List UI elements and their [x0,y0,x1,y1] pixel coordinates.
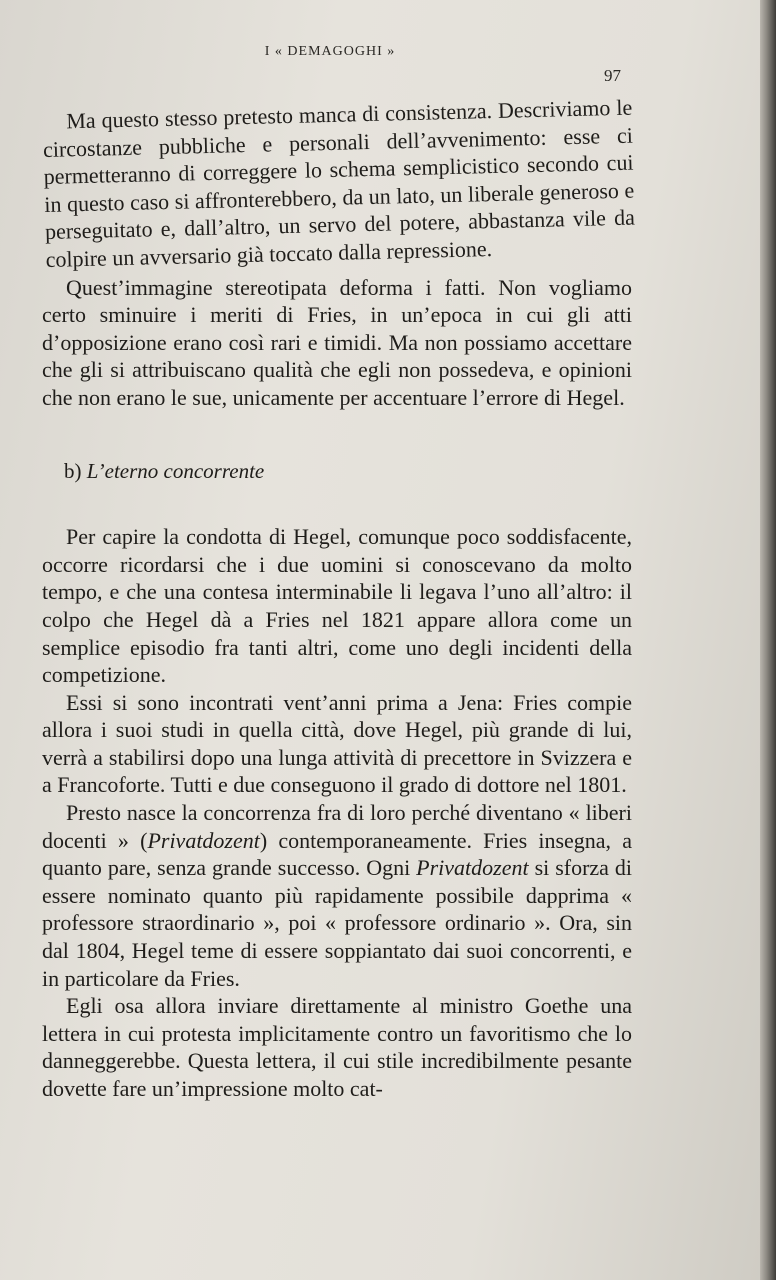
paragraph-5 [42,799,632,992]
running-head: I « DEMAGOGHI » [264,44,396,59]
paragraph-5-italic-1: Privatdozent [147,827,260,853]
section-letter: b) [64,458,82,483]
page-number: 97 [604,66,621,85]
body-text [42,94,636,1103]
page-edge [760,0,776,1280]
paragraph-1: Ma questo stesso pretesto manca di consistenza. Descriviamo le circostanze pubbliche e personali dell’avvenimento: esse ci permetteranno di correggere lo schema semplicistico secondo cui in questo caso si affronterebbero, da un lato, un liberale generoso e perseguitato e, dall’altro, un servo del potere, abbastanza vile da colpire un avversario già toccato dalla repressione. [42,94,636,272]
paragraph-5-part-a: Presto nasce la concorrenza fra di loro perché diventano « liberi docenti » ( [42,800,632,853]
paragraph-5-part-b: ) contemporaneamente. Fries insegna, a quanto pare, senza grande successo. Ogni [42,827,632,881]
paragraph-3: Per capire la condotta di Hegel, comunque poco soddisfacente, occorre ricordarsi che i due uomini si conoscevano da molto tempo, e che una contesa interminabile li legava l’uno all’altro: il colpo che Hegel dà a Fries nel 1821 appare allora come un semplice episodio fra tanti altri, come uno degli incidenti della competizione. [42,524,632,688]
paragraph-6: Egli osa allora inviare direttamente al ministro Goethe una lettera in cui protesta implicitamente contro un favoritismo che lo danneggerebbe. Questa lettera, il cui stile incredibilmente pesante dovette fare un’impressione molto cat- [42,993,632,1101]
section-title: L’eterno concorrente [86,458,265,483]
paragraph-2: Quest’immagine stereotipata deforma i fatti. Non vogliamo certo sminuire i meriti di Fries, in un’epoca in cui gli atti d’opposizione erano così rari e timidi. Ma non possiamo accettare che gli si attribuiscano qualità che egli non possedeva, e opinioni che non erano le sue, unicamente per accentuare l’errore di Hegel. [42,274,632,410]
paragraph-5-part-c: si sforza di essere nominato quanto più rapidamente possibile dapprima « professore straordinario », poi « professore ordinario ». Ora, sin dal 1804, Hegel teme di essere soppiantato dai suoi concorrenti, e in particolare da Fries. [42,855,633,991]
paragraph-5-italic-2: Privatdozent [416,855,529,881]
paragraph-4: Essi si sono incontrati vent’anni prima a Jena: Fries compie allora i suoi studi in quella città, dove Hegel, più grande di lui, verrà a stabilirsi dopo una lunga attività di precettore in Svizzera e a Francoforte. Tutti e due conseguono il grado di dottore nel 1801. [42,689,632,798]
section-heading [64,458,632,486]
